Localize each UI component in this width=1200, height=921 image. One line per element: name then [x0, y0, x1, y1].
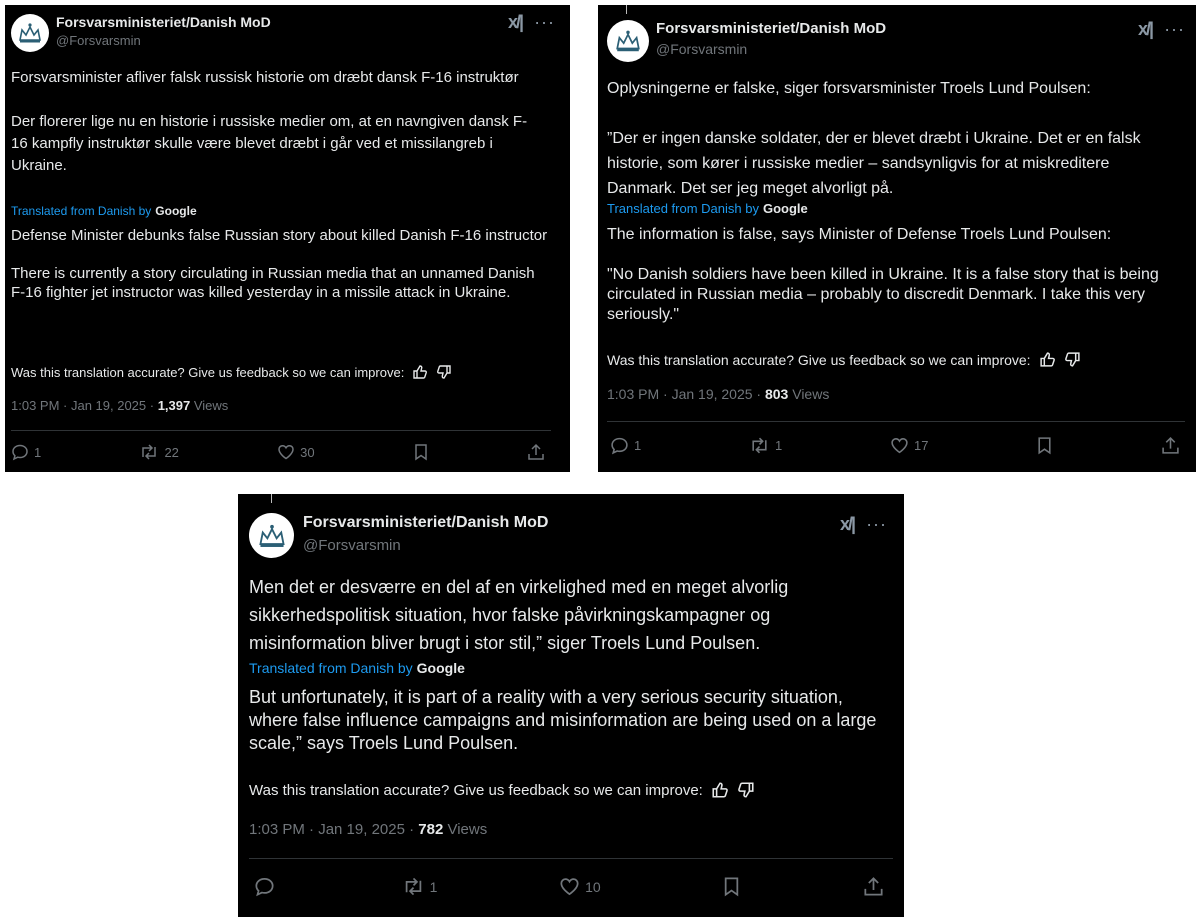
- translated-from-label[interactable]: [249, 660, 465, 676]
- divider: [249, 858, 893, 859]
- feedback-text: Was this translation accurate? Give us feedback so we can improve:: [11, 364, 405, 380]
- tweet-panel-2: [598, 5, 1196, 472]
- views-count: 782: [418, 821, 444, 838]
- like-count: 30: [300, 444, 315, 460]
- share-button[interactable]: [527, 443, 545, 461]
- author-handle[interactable]: @Forsvarsmin: [56, 33, 141, 48]
- author-name[interactable]: Forsvarsministeriet/Danish MoD: [56, 14, 271, 30]
- action-bar: [11, 443, 545, 461]
- share-icon: [527, 443, 545, 461]
- bookmark-icon: [1036, 436, 1053, 455]
- thumbs-down-icon[interactable]: [1064, 351, 1081, 368]
- thumbs-down-icon[interactable]: [737, 781, 755, 799]
- translated-from-label[interactable]: [607, 201, 808, 216]
- author-handle[interactable]: @Forsvarsmin: [656, 41, 748, 57]
- like-button[interactable]: [559, 876, 601, 897]
- divider: [607, 421, 1185, 422]
- top-icons: [1138, 19, 1185, 40]
- tweet-meta: [249, 821, 487, 838]
- views-label: Views: [190, 398, 229, 413]
- thumbs-up-icon[interactable]: [711, 781, 729, 799]
- tweet-translation-text: The information is false, says Minister of Defense Troels Lund Poulsen: "No Danish soldiers have been killed in Ukraine. It is a false story that is being circulated in Russian media – probably to discredit Denmark. I take this very seriously.": [607, 226, 1159, 323]
- tweet-original-text: Men det er desværre en del af en virkelighed med en meget alvorlig sikkerhedspolitisk situation, hvor falske påvirkningskampagner og misinformation bliver brugt i stor stil,” siger Troels Lund Poulsen.: [249, 577, 794, 653]
- top-icons: [508, 12, 555, 33]
- top-icons: [840, 514, 887, 535]
- thumbs-up-icon[interactable]: [1039, 351, 1056, 368]
- retweet-count: 22: [164, 444, 179, 460]
- reply-icon: [610, 436, 629, 455]
- tweet-original-text: Forsvarsminister afliver falsk russisk historie om dræbt dansk F-16 instruktør Der florerer lige nu en historie i russiske medier om, at en navngiven dansk F-16 kampfly instruktør skulle være blevet dræbt i går ved et missilangreb i Ukraine.: [11, 69, 528, 174]
- google-logo: Google: [155, 204, 197, 218]
- thread-line: [626, 5, 627, 14]
- bookmark-button[interactable]: [413, 443, 429, 461]
- tweet-time[interactable]: 1:03 PM · Jan 19, 2025 ·: [11, 398, 158, 413]
- translation-feedback: [11, 364, 452, 380]
- reply-button[interactable]: [610, 436, 641, 455]
- tweet-time[interactable]: 1:03 PM · Jan 19, 2025 ·: [607, 386, 765, 402]
- danish-crown-logo-icon: [614, 29, 642, 53]
- views-label: Views: [788, 386, 830, 402]
- reply-button[interactable]: [254, 876, 280, 897]
- like-button[interactable]: [890, 436, 928, 455]
- bookmark-button[interactable]: [722, 876, 741, 897]
- tweet-time[interactable]: 1:03 PM · Jan 19, 2025 ·: [249, 821, 419, 838]
- bookmark-button[interactable]: [1036, 436, 1053, 455]
- share-icon: [863, 876, 884, 897]
- retweet-button[interactable]: [402, 876, 438, 897]
- tweet-panel-1: [5, 5, 570, 472]
- danish-crown-logo-icon: [257, 523, 287, 549]
- translated-from-label[interactable]: [11, 204, 197, 218]
- danish-crown-logo-icon: [17, 22, 43, 44]
- more-icon[interactable]: ···: [534, 12, 556, 32]
- retweet-icon: [139, 443, 159, 461]
- thumbs-up-icon[interactable]: [412, 364, 428, 380]
- views-count: 1,397: [157, 398, 191, 413]
- google-logo: Google: [416, 660, 465, 676]
- translated-from-text: Translated from Danish by: [607, 201, 759, 216]
- views-count: 803: [764, 386, 789, 402]
- reply-button[interactable]: [11, 443, 41, 461]
- share-button[interactable]: [863, 876, 884, 897]
- like-icon: [277, 443, 295, 461]
- avatar[interactable]: [249, 513, 294, 558]
- tweet-meta: [11, 398, 228, 413]
- share-button[interactable]: [1161, 436, 1180, 455]
- translated-from-text: Translated from Danish by: [11, 204, 152, 218]
- like-icon: [559, 876, 580, 897]
- like-icon: [890, 436, 909, 455]
- retweet-count: 1: [775, 438, 783, 453]
- tweet-translation-text: But unfortunately, it is part of a reality with a very serious security situation, where false influence campaigns and misinformation are being used on a large scale,” says Troels Lund Poulsen.: [249, 687, 882, 753]
- thumbs-down-icon[interactable]: [436, 364, 452, 380]
- retweet-count: 1: [429, 878, 438, 895]
- translation-feedback: [249, 781, 755, 799]
- grok-icon[interactable]: x/|: [1138, 19, 1153, 39]
- author-handle[interactable]: @Forsvarsmin: [303, 537, 401, 554]
- retweet-button[interactable]: [749, 436, 782, 455]
- thread-line: [271, 494, 272, 503]
- tweet-meta: [607, 386, 829, 402]
- tweet-original-text: Oplysningerne er falske, siger forsvarsminister Troels Lund Poulsen: ”Der er ingen danske soldater, der er blevet dræbt i Ukraine. Det er en falsk historie, som kører i russiske medier – sandsynligvis for at miskreditere Danmark. Det ser jeg meget alvorligt på.: [607, 80, 1141, 197]
- feedback-text: Was this translation accurate? Give us feedback so we can improve:: [607, 351, 1031, 368]
- share-icon: [1161, 436, 1180, 455]
- more-icon[interactable]: ···: [866, 514, 888, 534]
- reply-count: 1: [34, 444, 42, 460]
- avatar[interactable]: [607, 20, 649, 62]
- like-count: 17: [914, 438, 929, 453]
- translation-feedback: [607, 351, 1081, 368]
- action-bar: [610, 436, 1180, 455]
- reply-icon: [254, 876, 275, 897]
- like-count: 10: [585, 878, 601, 895]
- retweet-icon: [402, 876, 425, 897]
- action-bar: [254, 876, 884, 897]
- avatar[interactable]: [11, 14, 49, 52]
- views-label: Views: [443, 821, 488, 838]
- feedback-text: Was this translation accurate? Give us feedback so we can improve:: [249, 781, 703, 799]
- tweet-panel-3: [238, 494, 904, 917]
- like-button[interactable]: [277, 443, 314, 461]
- more-icon[interactable]: ···: [1164, 19, 1186, 39]
- retweet-icon: [749, 436, 770, 455]
- divider: [11, 430, 551, 431]
- grok-icon[interactable]: x/|: [508, 12, 523, 32]
- google-logo: Google: [762, 201, 808, 216]
- grok-icon[interactable]: x/|: [840, 514, 855, 534]
- bookmark-icon: [722, 876, 741, 897]
- tweet-translation-text: Defense Minister debunks false Russian story about killed Danish F-16 instructor There is currently a story circulating in Russian media that an unnamed Danish F-16 fighter jet instructor was killed yesterday in a missile attack in Ukraine.: [11, 227, 548, 301]
- translated-from-text: Translated from Danish by: [249, 660, 413, 676]
- reply-icon: [11, 443, 29, 461]
- retweet-button[interactable]: [139, 443, 178, 461]
- reply-count: 1: [634, 438, 642, 453]
- author-name[interactable]: Forsvarsministeriet/Danish MoD: [656, 20, 887, 37]
- author-name[interactable]: Forsvarsministeriet/Danish MoD: [303, 514, 549, 531]
- bookmark-icon: [413, 443, 429, 461]
